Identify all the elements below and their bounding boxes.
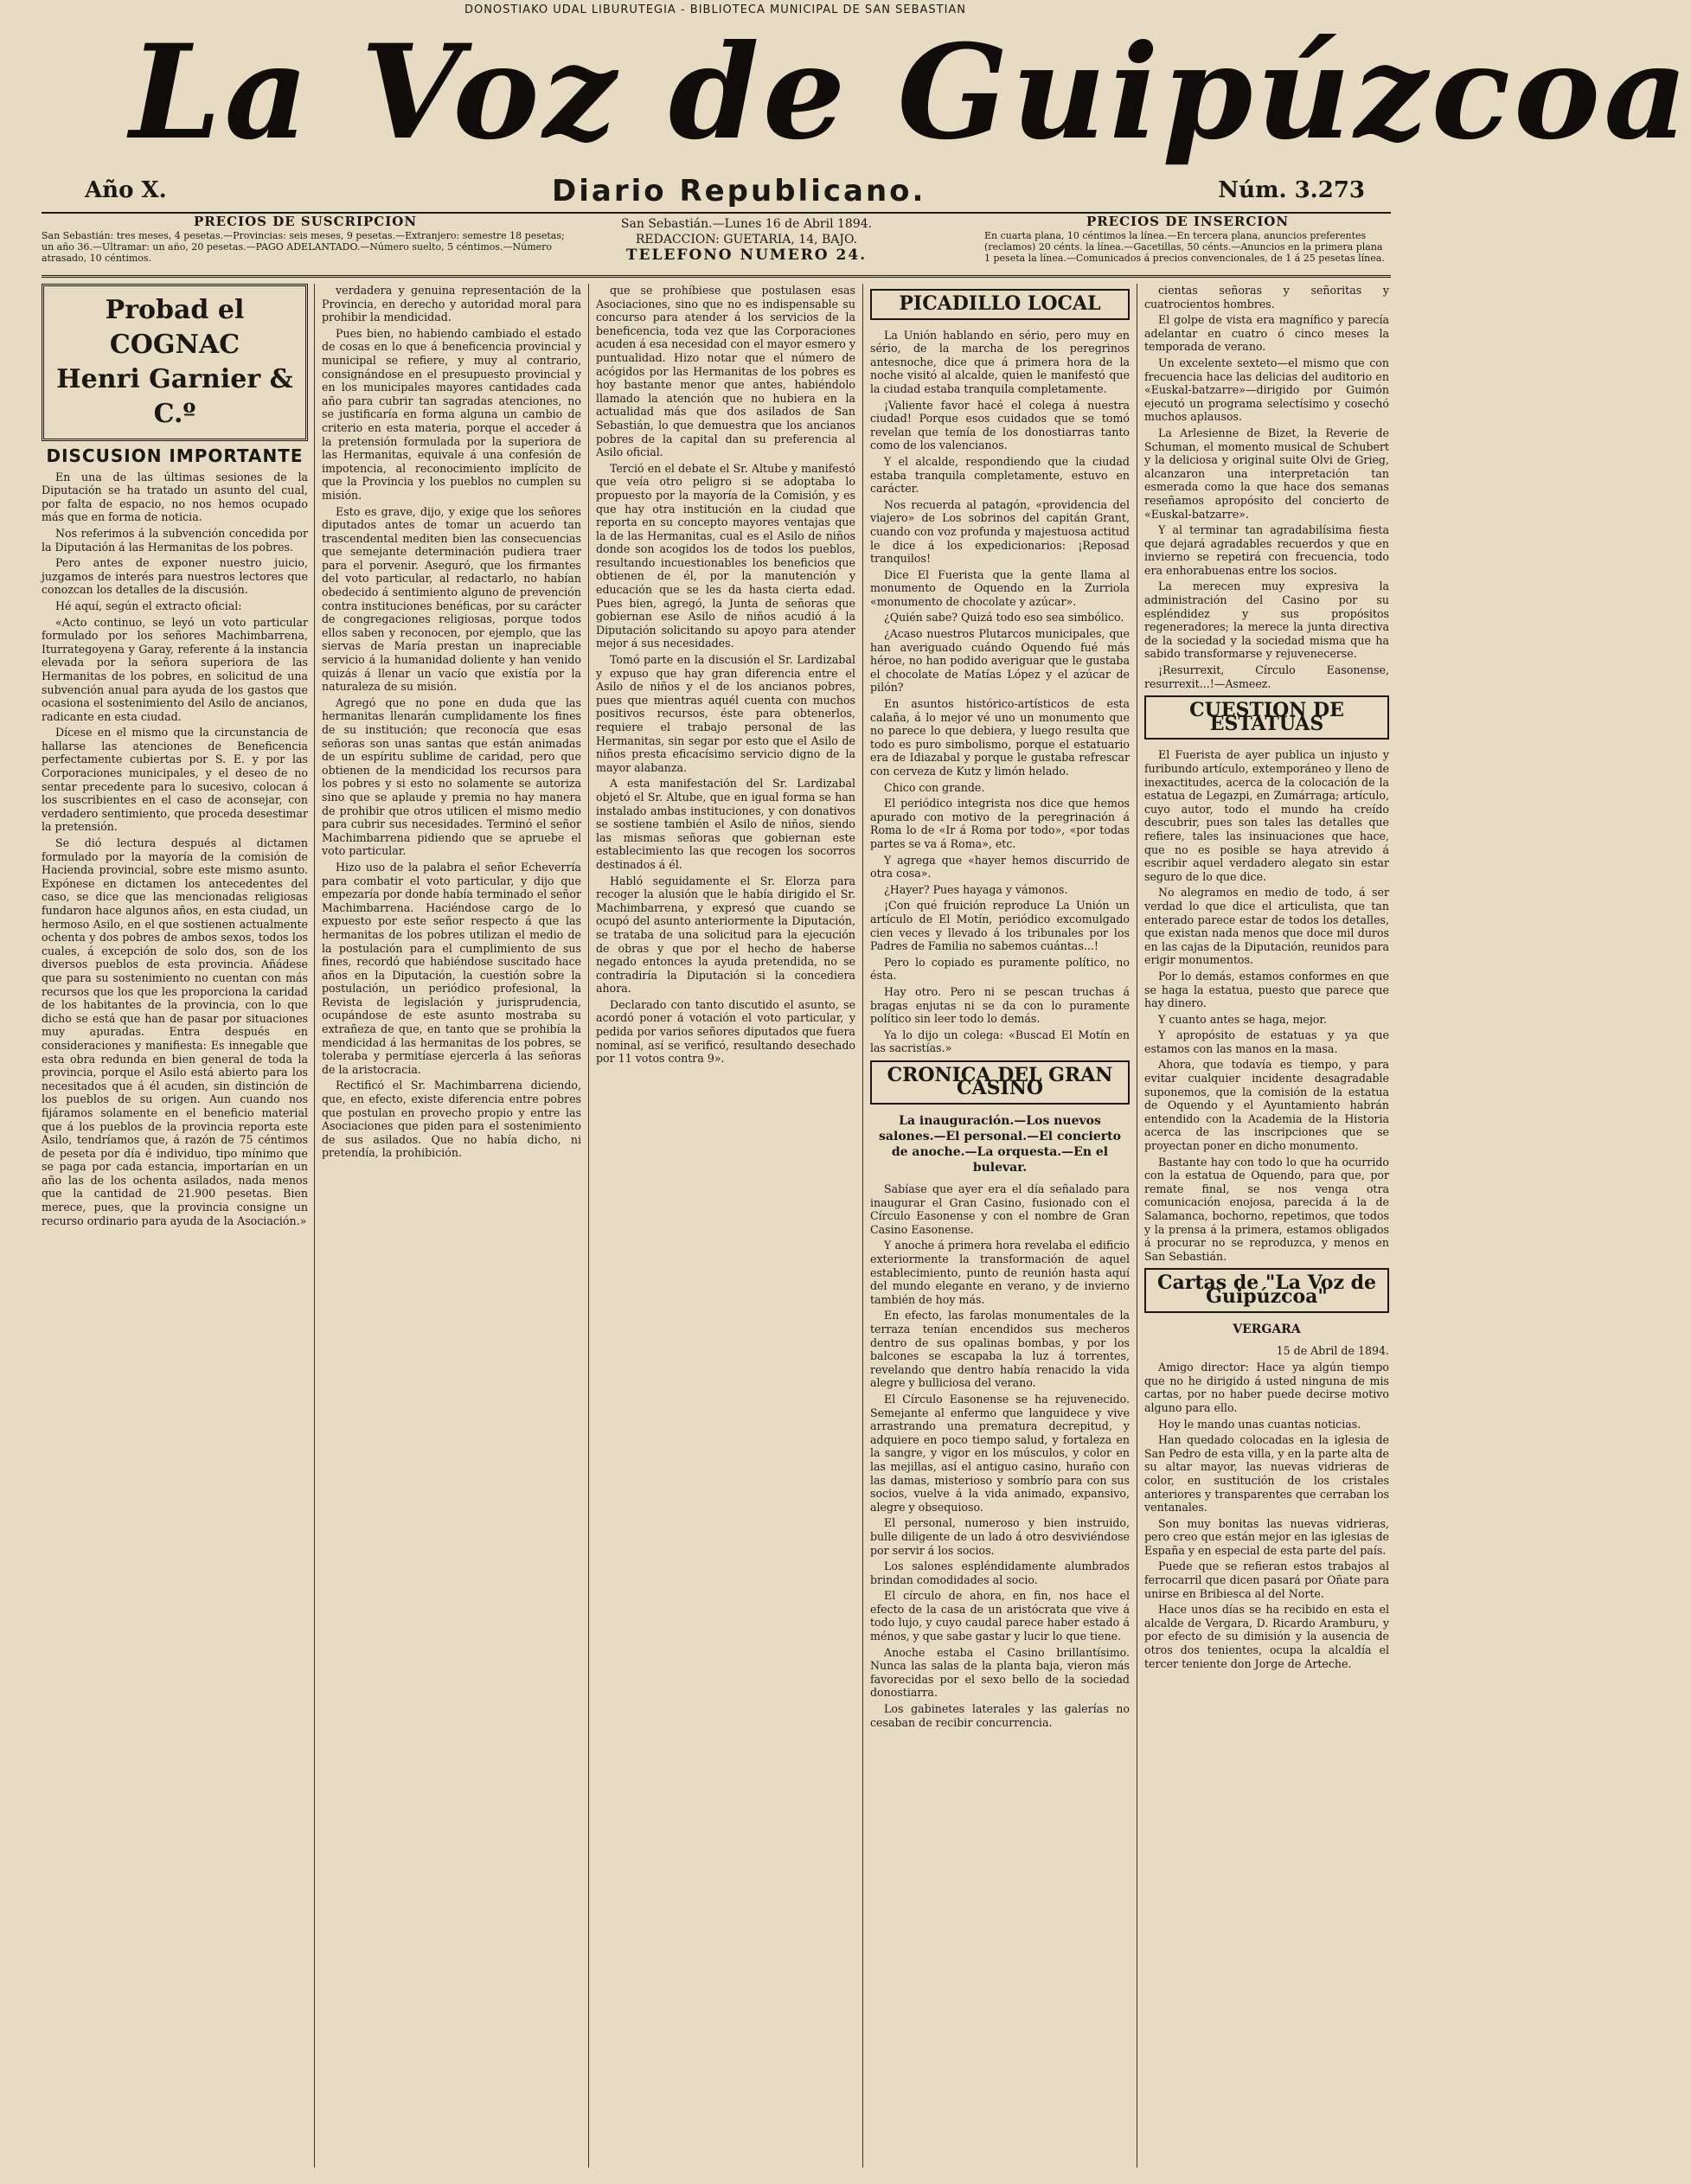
subscription-box: [42, 216, 569, 264]
section-title-picadillo: PICADILLO LOCAL: [870, 289, 1130, 320]
paragraph: La Arlesienne de Bizet, la Reverie de Schuman, el momento musical de Schubert y la deliciosa y original suite Olvi de Grieg, alcanzaron una interpretación tan esmerada como la que hace dos semanas reseñamos apropósito del concierto de «Euskal-batzarre».: [1144, 426, 1389, 521]
paragraph: que se prohíbiese que postulasen esas Asociaciones, sino que no es indispensable su concurso para atender á los servicios de la beneficencia, toda vez que las Corporaciones acuden á esa necesidad con el mayor esmero y puntualidad. Hizo notar que el número de acógidos por las Hermanitas de los pobres es hoy bastante menor que antes, habiéndolo llamado la atención que no hubiera en la actualidad más que dos asilados de San Sebastián, lo que demuestra que los ancianos pobres de la capital dan su preferencia al Asilo oficial.: [596, 284, 855, 459]
paragraph: ¿Hayer? Pues hayaga y vámonos.: [884, 882, 1068, 896]
paragraph: Esto es grave, dijo, y exige que los señores diputados antes de tomar un acuerdo tan trascendental mediten bien las consecuencias que semejante determinación pudiera traer para el porvenir. Aseguró, que los firmantes del voto particular, al redactarlo, no habían obedecido á sentimiento alguno de prevención contra instituciones benéficas, por su carácter de congregaciones religiosas, porque todos ellos saben y reconocen, por ejemplo, que las siervas de María prestan un inapreciable servicio á la humanidad doliente y han venido quizás á llenar un vacío que existía por la naturaleza de su misión.: [322, 504, 581, 694]
paragraph: Puede que se refieran estos trabajos al ferrocarril que dicen pasará por Oñate para unirse en Bribiesca al del Norte.: [1144, 1560, 1389, 1600]
paragraph: El periódico integrista nos dice que hemos apurado con motivo de la peregrinación á Roma lo de «Ir á Roma por todo», «por todas partes se va á Roma», etc.: [870, 797, 1130, 850]
subscription-title: PRECIOS DE SUSCRIPCION: [193, 214, 418, 229]
paragraph: Los gabinetes laterales y las galerías no cesaban de recibir concurrencia.: [870, 1702, 1130, 1729]
paragraph: El Círculo Easonense se ha rejuvenecido. Semejante al enfermo que languidece y vive arrastrando una prematura decrepitud, y adquiere en poco tiempo salud, y fortaleza en la sangre, y vigor en los músculos, y color en las mejillas, así el antiguo casino, huraño con las damas, misterioso y sombrío para con sus socios, vuelve á la vida animado, expansivo, alegre y obsequioso.: [870, 1392, 1130, 1514]
paragraph: ¿Quién sabe? Quizá todo eso sea simbólico.: [884, 611, 1124, 624]
insertion-text: En cuarta plana, 10 céntimos la línea.—En tercera plana, anuncios preferentes (reclamos) 20 cénts. la línea.—Gacetillas, 50 cénts.—Anuncios en la primera plana 1 peseta la línea.—Comunicados á precios convencionales, de 1 á 25 pesetas línea.: [984, 230, 1385, 264]
paragraph: Hizo uso de la palabra el señor Echeverría para combatir el voto particular, y dijo que empezaría por donde había terminado el señor Machimbarrena. Haciéndose cargo de lo expuesto por este señor respecto á que las hermanitas de los pobres utilizan el medio de la postulación para el cumplimiento de sus fines, recordó que habiéndose suscitado hace años en la Diputación, la cuestión sobre la postulación, un periódico profesional, la Revista de legislación y jurisprudencia, ocupándose de este asunto mostraba su extrañeza de que, en tanto que se prohibía la mendicidad á las hermanitas de los pobres, se toleraba y permitíase ejercerla á las señoras de la aristocracia.: [322, 860, 581, 1076]
ad-line-2: Henri Garnier & C.º: [56, 364, 293, 429]
paragraph: Rectificó el Sr. Machimbarrena diciendo, que, en efecto, existe diferencia entre pobres que postulan en provecho propio y entre las Asociaciones que piden para el sostenimiento de sus asilados. Que no había dicho, ni pretendía, la prohibición.: [322, 1079, 581, 1160]
paragraph: Hace unos días se ha recibido en esta el alcalde de Vergara, D. Ricardo Aramburu, y por efecto de su dimisión y la ausencia de otros dos tenientes, ocupa la alcaldía el tercer teniente don Jorge de Arteche.: [1144, 1603, 1389, 1670]
paragraph: Tomó parte en la discusión el Sr. Lardizabal y expuso que hay gran diferencia entre el Asilo de niños y el de los ancianos pobres, pues que mientras aquél cuenta con muchos positivos recursos, éste para obtenerlos, requiere el trabajo personal de las Hermanitas, sin segar por esto que el Asilo de niños presta eficacísimo servicio digno de la mayor alabanza.: [596, 653, 855, 774]
paragraph: Y anoche á primera hora revelaba el edificio exteriormente la transformación de aquel establecimiento, punto de reunión hasta aquí del mundo elegante en verano, y de invierno también de hoy más.: [870, 1239, 1130, 1306]
paragraph: Pero lo copiado es puramente político, no ésta.: [870, 955, 1130, 983]
paragraph: En una de las últimas sesiones de la Diputación se ha tratado un asunto del cual, por falta de espacio, no nos hemos ocupado más que en forma de noticia.: [42, 470, 308, 524]
column-divider: [588, 284, 589, 2168]
ad-line-1: Probad el COGNAC: [105, 295, 245, 360]
insertion-box: [984, 216, 1391, 264]
paragraph: Y cuanto antes se haga, mejor.: [1158, 1012, 1327, 1026]
paragraph: Hay otro. Pero ni se pescan truchas á bragas enjutas ni se da con lo puramente político sin leer todo lo demás.: [870, 984, 1130, 1026]
paragraph: Y al terminar tan agradabilísima fiesta que dejará agradables recuerdos y que en invierno se repetirá con frecuencia, todo era enhorabuenas entre los socios.: [1144, 523, 1389, 577]
paragraph: La merecen muy expresiva la administración del Casino por su espléndidez y sus propósitos regeneradores; la merece la junta directiva de la sociedad y la sociedad misma que ha sabido transformarse y rejuvenecerse.: [1144, 580, 1389, 661]
paragraph: Se dió lectura después al dictamen formulado por la mayoría de la comisión de Hacienda provincial, sobre este mismo asunto. Expónese en dictamen los antecedentes del caso, se dice que las mencionadas religiosas fundaron hace algunos años, en esta ciudad, un hermoso Asilo, en el que sostienen actualmente ochenta y dos pobres de ambos sexos, todos los cuales, á excepción de solo dos, son de los diversos pueblos de esta provincia. Añádese que para su sostenimiento no cuentan con más recursos que los que les proporciona la caridad de los habitantes de la provincia, con lo que dicho se está que han de pasar por situaciones muy apuradas. Entra después en consideraciones y manifiesta: Es innegable que esta obra redunda en bien general de toda la provincia, porque el Asilo está abierto para los necesitados que á él acuden, sin distinción de los pueblos de su origen. Aun cuando nos fijáramos solamente en el beneficio material que á los pueblos de la provincia reporta este Asilo, tendríamos que, á razón de 75 céntimos de peseta por día é individuo, tipo mínimo que se paga por cada estancia, importarían en un año las de los ochenta asilados, nada menos que la cantidad de 21.900 pesetas. Bien merece, pues, que la provincia consigne un recurso ordinario para ayuda de la Asociación.»: [42, 836, 308, 1227]
paragraph: No alegramos en medio de todo, á ser verdad lo que dice el articulista, que tan enterado parece estar de todos los detalles, que existan nada menos que doce mil duros en las cajas de la Diputación, reunidos para erigir monumentos.: [1144, 886, 1389, 967]
paragraph: El Fuerista de ayer publica un injusto y furibundo artículo, extemporáneo y lleno de inexactitudes, acerca de la colocación de la estatua de Legazpi, en Zumárraga; artículo, cuyo autor, todo el mundo ha creído descubrir, pues son tales las detalles que refiere, tales las insinuaciones que hace, que no es posible se haya atrevido á escribir aquel verdadero alegato sin estar seguro de lo que dice.: [1144, 748, 1389, 883]
section-title-estatuas: CUESTION DE ESTATUAS: [1144, 695, 1389, 740]
paragraph: Pues bien, no habiendo cambiado el estado de cosas en lo que á beneficencia provincial y municipal se refiere, y muy al contrario, consignándose en el presupuesto provincial y en los municipales mayores cantidades cada año para cubrir tan sagradas atenciones, no se justificaría en forma alguna un cambio de criterio en esta materia, porque el acceder á la pretensión formulada por la superiora de las Hermanitas, equivale á una confesión de impotencia, al reconocimiento implícito de que la Provincia y los pueblos no cumplen su misión.: [322, 326, 581, 502]
section-title-cartas: Cartas de "La Voz de Guipúzcoa": [1144, 1268, 1389, 1312]
cronica-subheading: La inauguración.—Los nuevos salones.—El personal.—El concierto de anoche.—La orquesta.—En el bulevar.: [879, 1114, 1121, 1175]
paragraph: Hoy le mando unas cuantas noticias.: [1158, 1417, 1361, 1431]
paragraph: ¡Resurrexit, Círculo Easonense, resurrexit...!—Asmeez.: [1144, 663, 1389, 690]
paragraph: Y apropósito de estatuas y ya que estamos con las manos en la masa.: [1144, 1028, 1389, 1055]
paragraph: Pero antes de exponer nuestro juicio, juzgamos de interés para nuestros lectores que conozcan los detalles de la discusión.: [42, 556, 308, 597]
paragraph: verdadera y genuina representación de la Provincia, en derecho y autoridad moral para prohibir la mendicidad.: [322, 284, 581, 324]
paragraph: Dícese en el mismo que la circunstancia de hallarse las atenciones de Beneficencia perfectamente cubiertas por S. E. y por las Corporaciones municipales, y el deseo de no sentar precedente para lo sucesivo, colocan á los suscribientes en el caso de aconsejar, con verdadero sentimiento, que proceda desestimar la pretensión.: [42, 726, 308, 834]
column-4: [870, 284, 1130, 2168]
paragraph: Nos recuerda al patagón, «providencia del viajero» de Los sobrinos del capitán Grant, cuando con voz profunda y majestuosa actitud le dice á los expedicionarios: ¡Reposad tranquilos!: [870, 497, 1130, 566]
paragraph: La Unión hablando en sério, pero muy en sério, de la marcha de los peregrinos antesnoche, dice que á primera hora de la noche visitó al alcalde, quien le manifestó que la ciudad estaba tranquila completamente.: [870, 328, 1130, 395]
paragraph: En efecto, las farolas monumentales de la terraza tenían encendidos sus mecheros dentro de sus opalinas bombas, y por los balcones se escapaba la luz á torrentes, revelando que dentro había renacido la vida alegre y bulliciosa del verano.: [870, 1309, 1130, 1390]
pricing-bar: [42, 215, 1391, 278]
edition-place-date: San Sebastián.—Lunes 16 de Abril 1894.: [620, 217, 873, 231]
edition-phone: TELEFONO NUMERO 24.: [625, 247, 868, 264]
letter-date: 15 de Abril de 1894.: [1276, 1343, 1389, 1357]
cognac-ad: [42, 284, 308, 441]
paragraph: El personal, numeroso y bien instruido, bulle diligente de un lado á otro desviviéndose por servir á los socios.: [870, 1516, 1130, 1557]
column-2: [322, 284, 581, 2168]
issue-number: Núm. 3.273: [1218, 177, 1365, 203]
paragraph: Y el alcalde, respondiendo que la ciudad estaba tranquila completamente, estuvo en carácter.: [870, 454, 1130, 496]
paragraph: ¡Con qué fruición reproduce La Unión un artículo de El Motín, periódico excomulgado cien veces y llevado á los tribunales por los Padres de Familia no sabemos cuántas...!: [870, 899, 1130, 953]
paragraph: Ahora, que todavía es tiempo, y para evitar cualquier incidente desagradable suponemos, que la comisión de la estatua de Oquendo y el Ayuntamiento habrán entendido con la Academia de la Historia acerca de las inscripciones que se proyectan poner en dicho monumento.: [1144, 1058, 1389, 1153]
paragraph: Agregó que no pone en duda que las hermanitas llenarán cumplidamente los fines de su institución; que reconocía que esas señoras son unas santas que están animadas de un espíritu sublime de caridad, pero que obtienen de la mendicidad los recursos para los pobres y si esto no solamente se autoriza sino que se aplaude y premia no hay manera de prohibir que otros utilicen el mismo medio para cubrir sus necesidades. Terminó el señor Machimbarrena pidiendo que se apruebe el voto particular.: [322, 695, 581, 858]
newspaper-masthead: La Voz de Guipúzcoa: [130, 16, 1691, 169]
letter-town: VERGARA: [1233, 1322, 1301, 1336]
insertion-title: PRECIOS DE INSERCION: [1086, 214, 1290, 229]
edition-box: [582, 216, 911, 263]
paragraph: Bastante hay con todo lo que ha ocurrido con la estatua de Oquendo, para que, por remate final, se nos venga otra comunicación enojosa, parecida á la de Salamanca, bochorno, repetimos, que todos y la prensa á la primera, estamos obligados á procurar no se reproduzca, y menos en San Sebastián.: [1144, 1155, 1389, 1263]
paragraph: Por lo demás, estamos conformes en que se haga la estatua, puesto que parece que hay dinero.: [1144, 969, 1389, 1010]
paragraph: Amigo director: Hace ya algún tiempo que no he dirigido á usted ninguna de mis cartas, por no haber puede decirse motivo alguno para ello.: [1144, 1361, 1389, 1414]
issue-year: Año X.: [85, 177, 167, 203]
column-divider: [862, 284, 863, 2168]
column-3: [596, 284, 855, 2168]
paragraph: Han quedado colocadas en la iglesia de San Pedro de esta villa, y en la parte alta de su altar mayor, las nuevas vidrieras de color, en sustitución de los cristales anteriores y transparentes que cerraban los ventanales.: [1144, 1433, 1389, 1515]
subscription-text: San Sebastián: tres meses, 4 pesetas.—Provincias: seis meses, 9 pesetas.—Extranjero: semestre 18 pesetas; un año 36.—Ultramar: un año, 20 pesetas.—PAGO ADELANTADO.—Número suelto, 5 céntimos.—Número atrasado, 10 céntimos.: [42, 230, 565, 264]
article-title: DISCUSION IMPORTANTE: [46, 445, 304, 466]
paragraph: Habló seguidamente el Sr. Elorza para recoger la alusión que le había dirigido el Sr. Machimbarrena, y expresó que cuando se ocupó del asunto anteriormente la Diputación, se trataba de una solicitud para la ejecución de obras y que por el hecho de haberse negado entonces la ayuda pretendida, no se contradiría la Diputación si la concediera ahora.: [596, 874, 855, 996]
paragraph: Hé aquí, según el extracto oficial:: [55, 599, 242, 612]
issue-header: [42, 174, 1391, 214]
paragraph: Nos referimos á la subvención concedida por la Diputación á las Hermanitas de los pobres.: [42, 526, 308, 554]
paragraph: Sabíase que ayer era el día señalado para inaugurar el Gran Casino, fusionado con el Círculo Easonense y con el nombre de Gran Casino Easonense.: [870, 1182, 1130, 1236]
archive-note: DONOSTIAKO UDAL LIBURUTEGIA - BIBLIOTECA MUNICIPAL DE SAN SEBASTIAN: [464, 3, 967, 16]
paragraph: Los salones espléndidamente alumbrados brindan comodidades al socio.: [870, 1560, 1130, 1586]
paragraph: Terció en el debate el Sr. Altube y manifestó que veía otro peligro si se adoptaba lo propuesto por la mayoría de la Comisión, y es que hay otra institución en la ciudad que reporta en su concepto mayores ventajas que la de las Hermanitas, cual es el Asilo de niños donde son acogidos los de todos los pueblos, resultando incuestionables los beneficios que obtienen de él, por la manutención y educación que se les da hasta cierta edad. Pues bien, agregó, la Junta de señoras que gobiernan ese Asilo de niños acudió á la Diputación solicitando su apoyo para atender mejor á sus necesidades.: [596, 461, 855, 650]
paragraph: En asuntos histórico-artísticos de esta calaña, á lo mejor vé uno un monumento que no parece lo que debiera, y luego resulta que todo es puro simbolismo, porque el estatuario era de Idiazabal y porque le gustaba refrescar con cerveza de Kutz y limón helado.: [870, 697, 1130, 778]
paragraph: ¡Valiente favor hacé el colega á nuestra ciudad! Porque esos cuidados que se tomó revelan que temía de los donostiarras tanto como de los valencianos.: [870, 398, 1130, 452]
paragraph: A esta manifestación del Sr. Lardizabal objetó el Sr. Altube, que en igual forma se han instalado ambas instituciones, y con donativos se sostiene también el Asilo de niños, siendo las mismas señoras que gobiernan este establecimiento las que recogen los socorros destinados á él.: [596, 777, 855, 871]
edition-office: REDACCION: GUETARIA, 14, BAJO.: [635, 233, 858, 247]
paragraph: Anoche estaba el Casino brillantísimo. Nunca las salas de la planta baja, vieron más favorecidas por el sexo bello de la sociedad donostiarra.: [870, 1645, 1130, 1700]
paragraph: ¿Acaso nuestros Plutarcos municipales, que han averiguado cuándo Oquendo fué más héroe, no han podido averiguar que le gustaba el chocolate de Matías López y el azúcar de pilón?: [870, 627, 1130, 695]
section-title-cronica: CRONICA DEL GRAN CASINO: [870, 1060, 1130, 1105]
column-divider: [314, 284, 315, 2168]
paragraph: Declarado con tanto discutido el asunto, se acordó poner á votación el voto particular, y pedida por varios señores diputados que fuera nominal, así se verificó, resultando desechado por 11 votos contra 9».: [596, 997, 855, 1066]
paragraph: Y agrega que «hayer hemos discurrido de otra cosa».: [870, 853, 1130, 881]
paragraph: Chico con grande.: [884, 780, 985, 794]
paragraph: Dice El Fuerista que la gente llama al monumento de Oquendo en la Zurriola «monumento de chocolate y azúcar».: [870, 567, 1130, 608]
column-1: [42, 284, 308, 2168]
paragraph: «Acto continuo, se leyó un voto particular formulado por los señores Machimbarrena, Iturrategoyena y Garay, referente á la instancia elevada por la señora superiora de las Hermanitas de los pobres, en solicitud de una subvención anual para ayuda de los gastos que ocasiona el sostenimiento del Asilo de ancianos, radicante en esta ciudad.: [42, 615, 308, 723]
paragraph: El círculo de ahora, en fin, nos hace el efecto de la casa de un aristócrata que vive á todo lujo, y cuyo caudal parece haber estado á ménos, y que sabe gastar y lucir lo que tiene.: [870, 1589, 1130, 1643]
paragraph: cientas señoras y señoritas y cuatrocientos hombres.: [1144, 284, 1389, 311]
paragraph: Un excelente sexteto—el mismo que con frecuencia hace las delicias del auditorio en «Euskal-batzarre»—dirigido por Guimón ejecutó un programa selectísimo y cosechó muchos aplausos.: [1144, 355, 1389, 424]
paragraph: Ya lo dijo un colega: «Buscad El Motín en las sacristías.»: [870, 1028, 1130, 1055]
column-5: [1144, 284, 1389, 2168]
paragraph: Son muy bonitas las nuevas vidrieras, pero creo que están mejor en las iglesias de España y en especial de esta parte del país.: [1144, 1516, 1389, 1557]
paragraph: El golpe de vista era magnífico y parecía adelantar en cuatro ó cinco meses la temporada de verano.: [1144, 313, 1389, 354]
paper-subtitle: Diario Republicano.: [552, 174, 926, 208]
